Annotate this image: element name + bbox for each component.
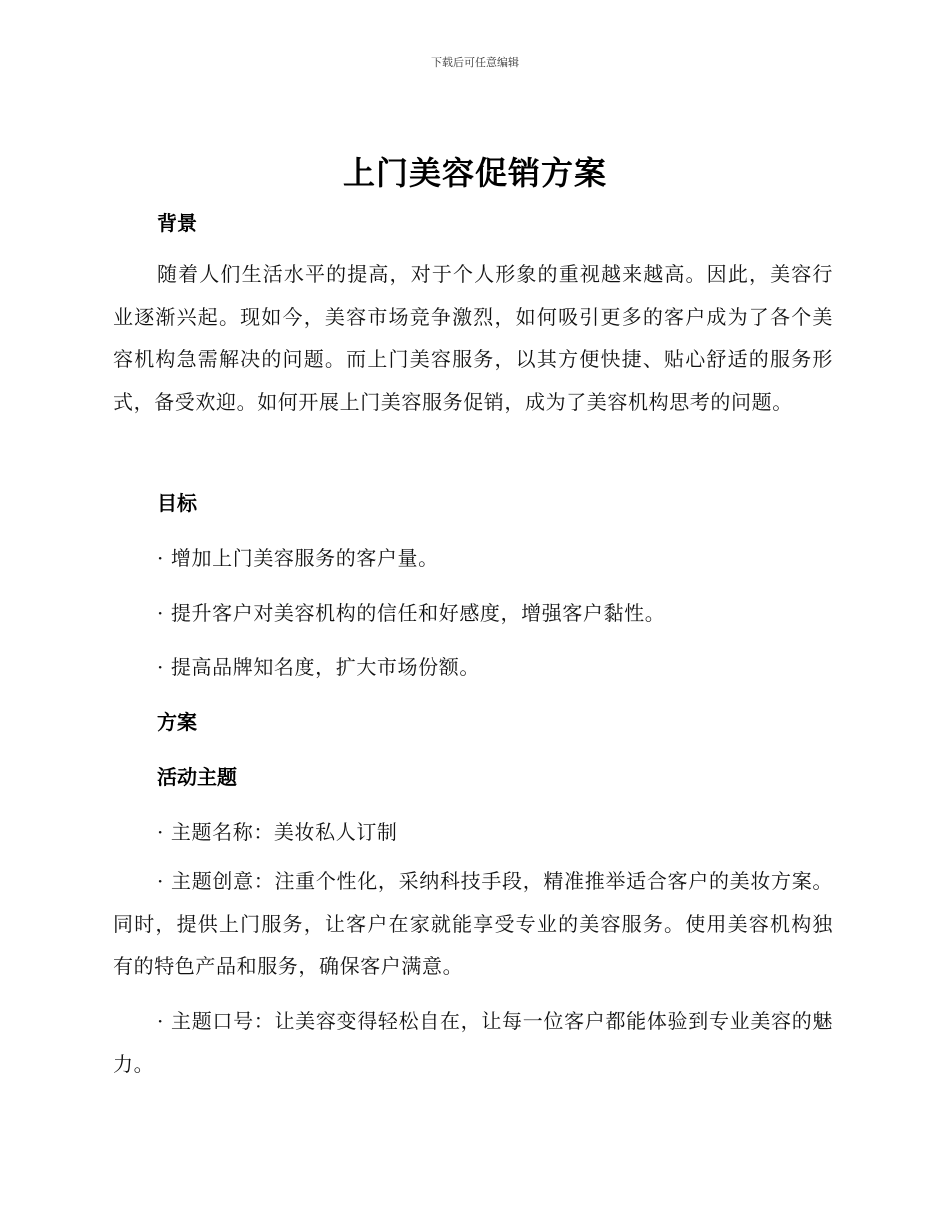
goal-item: · 提升客户对美容机构的信任和好感度，增强客户黏性。 <box>157 601 666 625</box>
section-heading-background: 背景 <box>157 211 197 235</box>
goal-item: · 增加上门美容服务的客户量。 <box>157 546 439 570</box>
header-note: 下载后可任意编辑 <box>431 56 519 69</box>
background-paragraph: 随着人们生活水平的提高，对于个人形象的重视越来越高。因此，美容行业逐渐兴起。现如今，美容市场竞争激烈，如何吸引更多的客户成为了各个美容机构急需解决的问题。而上门美容服务，以其方便快捷、贴心舒适的服务形式，备受欢迎。如何开展上门美容服务促销，成为了美容机构思考的问题。 <box>113 262 833 414</box>
theme-idea-paragraph: · 主题创意：注重个性化，采纳科技手段，精准推举适合客户的美妆方案。同时，提供上门服务，让客户在家就能享受专业的美容服务。使用美容机构独有的特色产品和服务，确保客户满意。 <box>113 869 833 978</box>
section-heading-plan: 方案 <box>157 710 197 734</box>
theme-slogan-paragraph: · 主题口号：让美容变得轻松自在，让每一位客户都能体验到专业美容的魅力。 <box>113 1009 833 1076</box>
document-title: 上门美容促销方案 <box>342 154 607 192</box>
subsection-heading-theme: 活动主题 <box>157 765 237 789</box>
section-heading-goals: 目标 <box>157 491 197 515</box>
theme-name-item: · 主题名称：美妆私人订制 <box>157 820 398 844</box>
goal-item: · 提高品牌知名度，扩大市场份额。 <box>157 655 480 679</box>
